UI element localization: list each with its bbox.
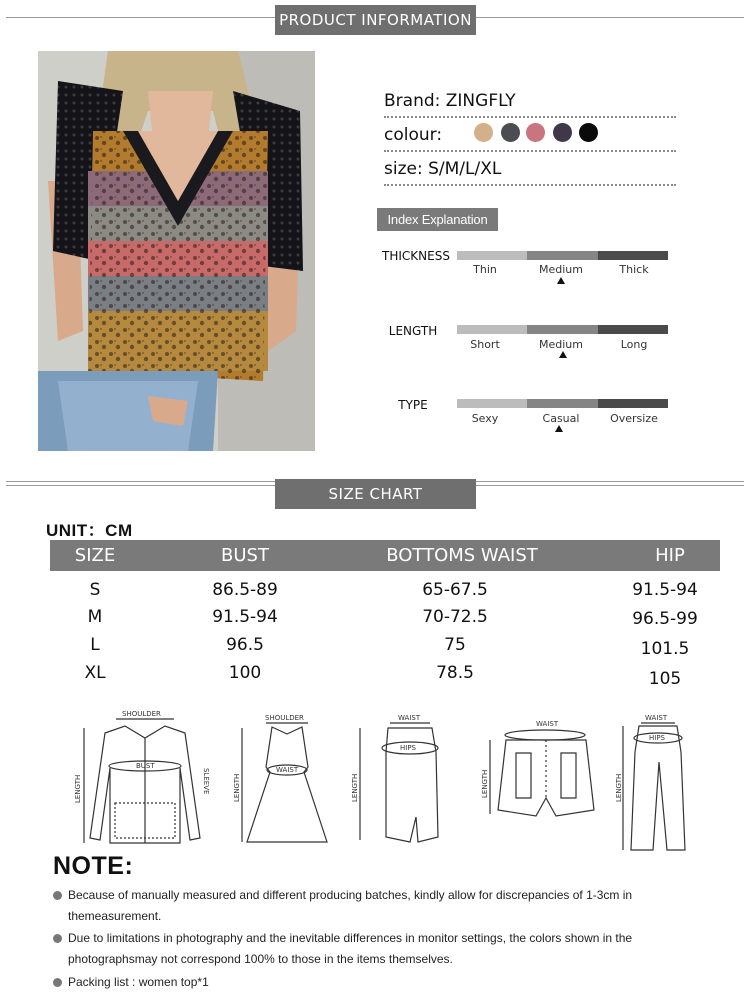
col-hip: HIP: [655, 545, 685, 566]
table-cell: S: [89, 580, 101, 600]
type-selected-marker: [555, 425, 563, 432]
table-cell: 78.5: [436, 663, 474, 683]
type-bar-oversize: [598, 399, 668, 408]
length-option-medium: Medium: [539, 338, 583, 351]
table-cell: 86.5-89: [212, 580, 278, 600]
length-text: LENGTH: [74, 774, 82, 803]
thickness-label: THICKNESS: [382, 249, 450, 263]
colour-label: colour:: [384, 125, 443, 145]
length-bar-long: [598, 325, 668, 334]
thickness-bar-thin: [457, 251, 527, 260]
dotted-rule: [384, 184, 676, 186]
size-chart-title: SIZE CHART: [275, 479, 476, 509]
note-title: NOTE:: [53, 852, 134, 880]
pants-diagram: [615, 712, 695, 854]
table-cell: 96.5-99: [632, 609, 698, 629]
length-option-short: Short: [470, 338, 500, 351]
size-label: size: S/M/L/XL: [384, 159, 502, 179]
bust-text: BUST: [136, 762, 155, 770]
col-bust: BUST: [221, 545, 269, 566]
thickness-bar-thick: [598, 251, 668, 260]
index-explanation-title: Index Explanation: [377, 208, 498, 231]
hips-text: HIPS: [649, 734, 665, 742]
table-cell: L: [90, 635, 100, 655]
length-bar-medium: [527, 325, 598, 334]
table-cell: 91.5-94: [632, 580, 698, 600]
product-info-title: PRODUCT INFORMATION: [275, 5, 476, 35]
table-cell: 101.5: [640, 639, 690, 659]
colour-swatch-black[interactable]: [579, 123, 598, 142]
dotted-rule: [384, 150, 676, 152]
length-text: LENGTH: [351, 773, 359, 802]
thickness-option-medium: Medium: [539, 263, 583, 276]
shoulder-text: SHOULDER: [265, 714, 304, 722]
note-item-1: Because of manually measured and different producing batches, kindly allow for discrepancies of 1-3cm in themeasurement.: [68, 888, 633, 923]
length-text: LENGTH: [233, 773, 241, 802]
colour-swatch-khaki[interactable]: [474, 123, 493, 142]
table-cell: M: [87, 607, 103, 627]
table-cell: 91.5-94: [212, 607, 278, 627]
shoulder-text: SHOULDER: [122, 710, 161, 718]
waist-text: WAIST: [398, 714, 421, 722]
col-bottoms-waist: BOTTOMS WAIST: [386, 545, 538, 566]
type-bar-sexy: [457, 399, 527, 408]
thickness-option-thin: Thin: [473, 263, 497, 276]
length-text: LENGTH: [615, 773, 623, 802]
shorts-diagram: [476, 718, 606, 840]
waist-text: WAIST: [276, 766, 299, 774]
brand-row: [384, 91, 676, 111]
colour-swatch-grey[interactable]: [501, 123, 520, 142]
note-item-2: Due to limitations in photography and the inevitable differences in monitor settings, the colors shown in the photographsmay not correspond 100% to those in the items themselves.: [68, 931, 633, 966]
brand-label: Brand: ZINGFLY: [384, 91, 516, 111]
type-option-sexy: Sexy: [471, 412, 499, 425]
jacket-diagram: [70, 708, 220, 850]
size-row: [384, 159, 676, 179]
dotted-rule: [384, 116, 676, 118]
table-cell: 65-67.5: [422, 580, 488, 600]
thickness-option-thick: Thick: [619, 263, 649, 276]
bullet-icon: [53, 891, 62, 900]
col-size: SIZE: [74, 545, 116, 566]
table-cell: 70-72.5: [422, 607, 488, 627]
type-option-casual: Casual: [542, 412, 580, 425]
dress-diagram: [232, 712, 337, 850]
bullet-icon: [53, 978, 62, 987]
table-cell: 75: [444, 635, 466, 655]
waist-text: WAIST: [536, 720, 559, 728]
skirt-diagram: [348, 712, 448, 850]
type-bar-casual: [527, 399, 598, 408]
table-cell: XL: [84, 663, 106, 683]
thickness-bar-medium: [527, 251, 598, 260]
colour-swatch-purple[interactable]: [553, 123, 572, 142]
length-bar-short: [457, 325, 527, 334]
table-cell: 105: [648, 669, 682, 689]
table-cell: 100: [228, 663, 262, 683]
type-label: TYPE: [398, 398, 428, 412]
waist-text: WAIST: [645, 714, 668, 722]
colour-swatch-pink[interactable]: [526, 123, 545, 142]
length-option-long: Long: [620, 338, 648, 351]
note-item-3: Packing list : women top*1: [68, 975, 209, 989]
length-selected-marker: [559, 351, 567, 358]
unit-label: UNIT：CM: [46, 521, 133, 540]
hips-text: HIPS: [400, 744, 416, 752]
bullet-icon: [53, 934, 62, 943]
sleeve-text: SLEEVE: [202, 768, 210, 795]
length-label: LENGTH: [388, 324, 438, 338]
type-option-oversize: Oversize: [610, 412, 658, 425]
length-text: LENGTH: [481, 769, 489, 798]
product-photo: [38, 51, 315, 451]
thickness-selected-marker: [557, 277, 565, 284]
model-illustration: [38, 51, 315, 451]
table-cell: 96.5: [226, 635, 264, 655]
